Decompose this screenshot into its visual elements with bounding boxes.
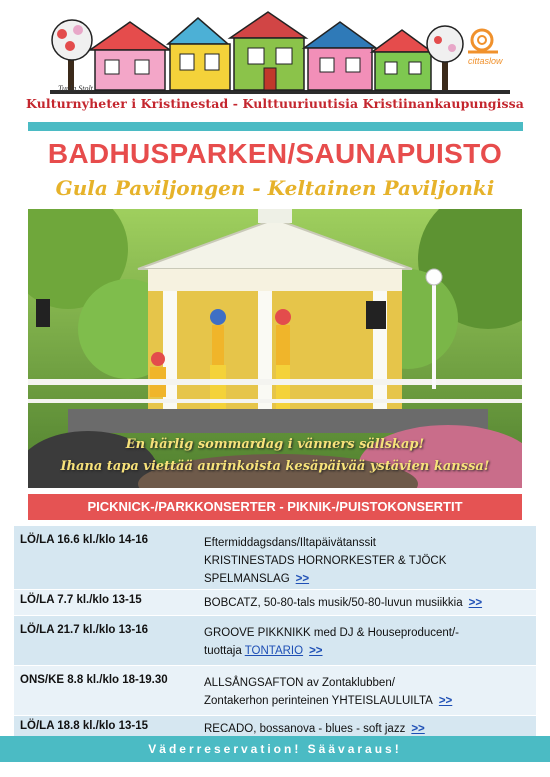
tontario-link[interactable]: TONTARIO: [244, 645, 304, 657]
event-line: KRISTINESTADS HORNORKESTER & TJÖCK: [204, 555, 447, 567]
concert-schedule-table: [14, 526, 536, 742]
table-row: [14, 616, 536, 666]
header-subtitle: Kulturnyheter i Kristinestad - Kulttuuriuutisia Kristiinankaupungissa: [26, 96, 524, 111]
tree-right-icon: [427, 26, 463, 90]
event-line: GROOVE PIKKNIKK med DJ & Houseproducent/-: [204, 627, 460, 639]
footer-bar: Väderreservation! Säävaraus!: [0, 736, 550, 762]
event-date: ONS/KE 8.8 kl./klo 18-19.30: [20, 674, 168, 686]
section-heading-bar: PICKNICK-/PARKKONSERTER - PIKNIK-/PUISTOKONSERTIT: [28, 494, 522, 520]
event-line: tuottaja: [204, 645, 245, 657]
house-yellow-icon: [168, 18, 230, 90]
event-date: LÖ/LA 16.6 kl./klo 14-16: [20, 534, 149, 546]
event-description: [200, 616, 536, 665]
table-row: [14, 590, 536, 616]
header-illustration: [50, 10, 510, 100]
event-line: RECADO, bossanova - blues - soft jazz: [204, 723, 406, 735]
cittaslow-snail-icon: [468, 30, 498, 52]
tree-left-icon: [52, 20, 92, 90]
event-description: [200, 666, 536, 715]
photo-caption-line2: Ihana tapa viettää aurinkoista kesäpäivää ystävien kanssa!: [60, 459, 490, 474]
table-row: [14, 526, 536, 590]
more-link[interactable]: >>: [411, 723, 425, 735]
event-line: SPELMANSLAG: [204, 573, 290, 585]
concert-photo: [28, 209, 522, 488]
page-subtitle: Gula Paviljongen - Keltainen Paviljonki: [55, 176, 495, 200]
drummer-icon: [150, 352, 166, 397]
event-date: LÖ/LA 18.8 kl./klo 13-15: [20, 720, 149, 732]
event-description: [200, 590, 536, 615]
cittaslow-brand: cittaslow: [468, 56, 503, 66]
event-line: BOBCATZ, 50-80-tals musik/50-80-luvun musiikkia: [204, 597, 463, 609]
event-date: LÖ/LA 7.7 kl./klo 13-15: [20, 594, 142, 606]
event-date: LÖ/LA 21.7 kl./klo 13-16: [20, 624, 149, 636]
event-line: Eftermiddagsdans/Iltapäivätanssit: [204, 537, 376, 549]
house-pink-icon: [90, 22, 170, 90]
event-description: [200, 526, 536, 589]
more-link[interactable]: >>: [309, 645, 323, 657]
top-divider: [28, 122, 523, 131]
more-link[interactable]: >>: [438, 695, 453, 707]
event-line: Zontakerhon perinteinen YHTEISLAULUILTA: [204, 695, 433, 707]
photo-caption-line1: En härlig sommardag i vänners sällskap!: [125, 437, 425, 452]
more-link[interactable]: >>: [295, 573, 310, 585]
table-row: [14, 666, 536, 716]
page-title: BADHUSPARKEN/SAUNAPUISTO: [47, 138, 503, 169]
house-green-icon: [230, 12, 306, 90]
artist-credit: Tuula Stolt: [58, 84, 93, 93]
house-pink-2-icon: [304, 22, 376, 90]
house-green-2-icon: [372, 30, 432, 90]
more-link[interactable]: >>: [468, 597, 483, 609]
event-line: ALLSÅNGSAFTON av Zontaklubben/: [204, 677, 395, 689]
